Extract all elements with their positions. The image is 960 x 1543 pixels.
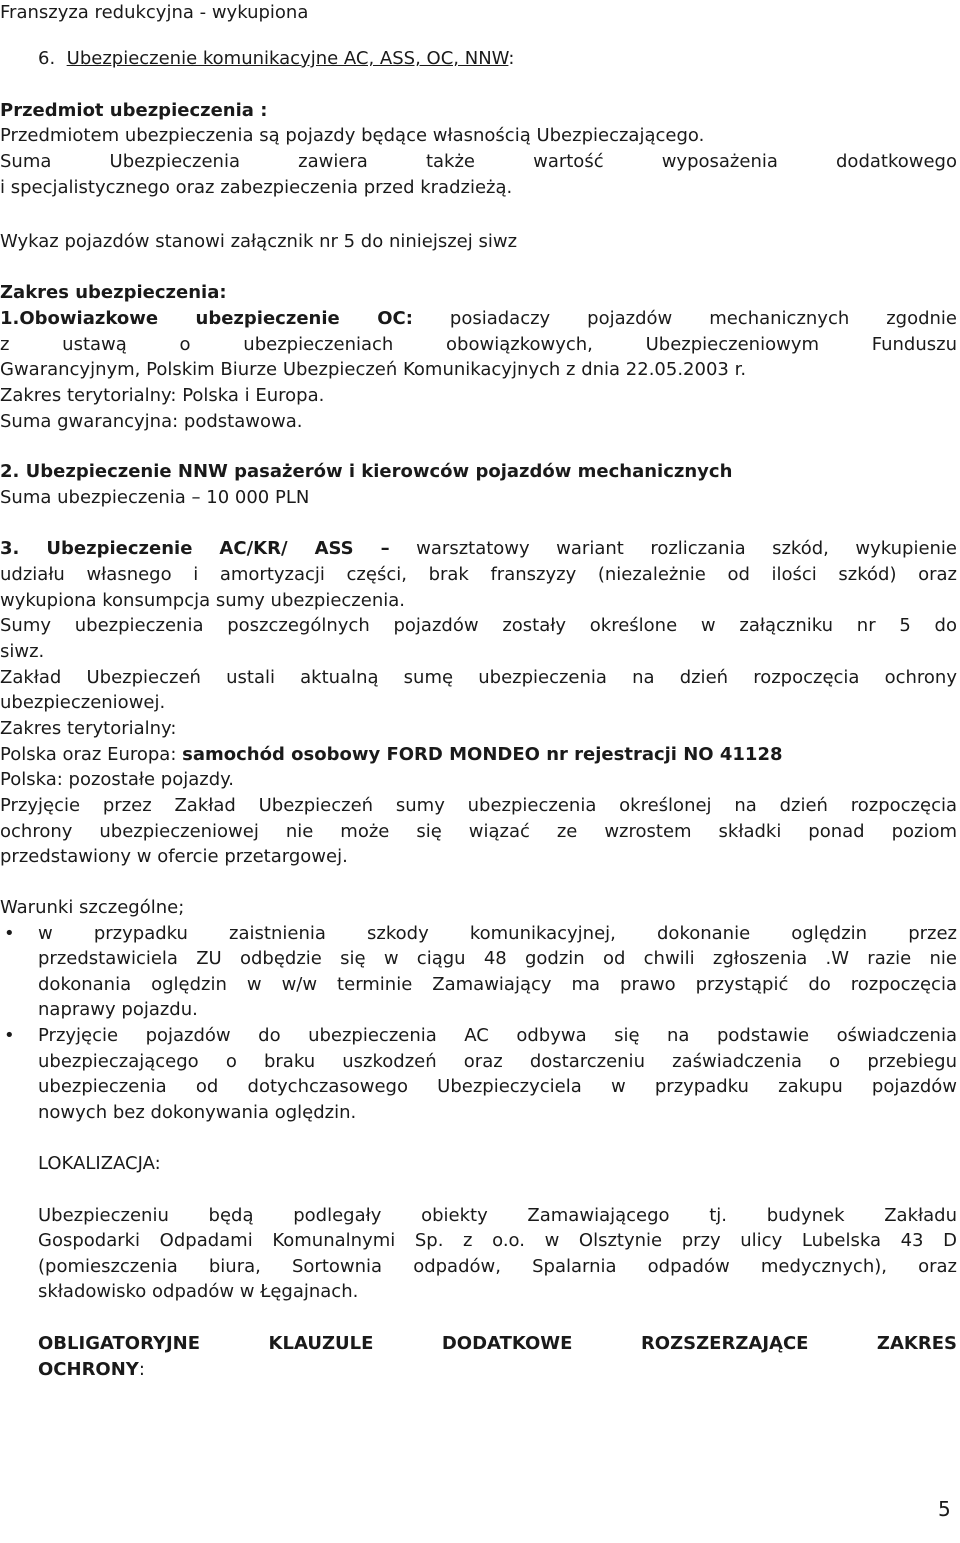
klauzule-heading: OBLIGATORYJNE KLAUZULE DODATKOWE ROZSZERZAJĄCE ZAKRES <box>38 1333 957 1354</box>
list-item-line: Przyjęcie pojazdów do ubezpieczenia AC odbywa się na podstawie oświadczenia <box>38 1025 957 1046</box>
list-item-line: naprawy pojazdu. <box>38 999 198 1020</box>
bullet-icon: • <box>4 1025 15 1046</box>
oc-line-1 <box>0 306 957 332</box>
klauzule-suffix: : <box>138 1359 145 1380</box>
section-heading <box>38 46 514 72</box>
lokalizacja-line: (pomieszczenia biura, Sortownia odpadów, Spalarnia odpadów medycznych), oraz <box>38 1256 957 1277</box>
przedmiot-line: Suma Ubezpieczenia zawiera także wartość wyposażenia dodatkowego <box>0 151 957 172</box>
wykaz-pojazdow: Wykaz pojazdów stanowi załącznik nr 5 do niniejszej siwz <box>0 231 518 252</box>
list-item-line: przedstawiciela ZU odbędzie się w ciągu 48 godzin od chwili zgłoszenia .W razie nie <box>38 948 957 969</box>
ac-sumy-line: siwz. <box>0 641 45 662</box>
ac-przyjecie-line: ochrony ubezpieczeniowej nie może się wiązać ze wzrostem składki ponad poziom <box>0 821 957 842</box>
section-heading-text: Ubezpieczenie komunikacyjne AC, ASS, OC, NNW <box>66 48 509 69</box>
list-item-line: w przypadku zaistnienia szkody komunikacyjnej, dokonanie oględzin przez <box>38 923 957 944</box>
warunki-label: Warunki szczególne; <box>0 897 185 918</box>
ac-przyjecie-line: Przyjęcie przez Zakład Ubezpieczeń sumy ubezpieczenia określonej na dzień rozpoczęcia <box>0 795 957 816</box>
list-item-line: nowych bez dokonywania oględzin. <box>38 1102 357 1123</box>
page-number: 5 <box>938 1497 951 1521</box>
section-number: 6. <box>38 48 56 69</box>
klauzule-heading-line-2 <box>38 1357 145 1383</box>
ac-teryt-europa-label: Polska oraz Europa: <box>0 744 177 765</box>
oc-suma-gwarancyjna: Suma gwarancyjna: podstawowa. <box>0 411 303 432</box>
ac-line-1 <box>0 536 957 562</box>
ac-teryt-car: samochód osobowy FORD MONDEO nr rejestracji NO 41128 <box>182 744 783 765</box>
ac-teryt-polska: Polska: pozostałe pojazdy. <box>0 769 234 790</box>
list-item-line: ubezpieczającego o braku uszkodzeń oraz dostarczeniu zaświadczenia o przebiegu <box>38 1051 957 1072</box>
oc-line-1-text: posiadaczy pojazdów mechanicznych zgodnie <box>449 308 958 329</box>
klauzule-ochrony: OCHRONY <box>38 1359 139 1380</box>
ac-line-3: wykupiona konsumpcja sumy ubezpieczenia. <box>0 590 405 611</box>
ac-teryt-label: Zakres terytorialny: <box>0 718 177 739</box>
ac-zaklad-line: ubezpieczeniowej. <box>0 692 166 713</box>
ac-line-2: udziału własnego i amortyzacji części, brak franszyzy (niezależnie od ilości szkód) oraz <box>0 564 957 585</box>
oc-line-2: z ustawą o ubezpieczeniach obowiązkowych, Ubezpieczeniowym Funduszu <box>0 334 957 355</box>
lokalizacja-line: Gospodarki Odpadami Komunalnymi Sp. z o.o. w Olsztynie przy ulicy Lubelska 43 D <box>38 1230 957 1251</box>
ac-heading: 3. Ubezpieczenie AC/KR/ ASS – <box>0 538 390 559</box>
ac-teryt-europa <box>0 742 783 768</box>
nnw-suma: Suma ubezpieczenia – 10 000 PLN <box>0 487 310 508</box>
ac-sumy-line: Sumy ubezpieczenia poszczególnych pojazdów zostały określone w załączniku nr 5 do <box>0 615 957 636</box>
zakres-label: Zakres ubezpieczenia: <box>0 282 227 303</box>
list-item-line: dokonania oględzin w w/w terminie Zamawiający ma prawo przystąpić do rozpoczęcia <box>38 974 957 995</box>
oc-line-3: Gwarancyjnym, Polskim Biurze Ubezpieczeń Komunikacyjnych z dnia 22.05.2003 r. <box>0 359 747 380</box>
list-item-line: ubezpieczenia od dotychczasowego Ubezpieczyciela w przypadku zakupu pojazdów <box>38 1076 957 1097</box>
lokalizacja-line: składowisko odpadów w Łęgajnach. <box>38 1281 359 1302</box>
oc-heading: 1.Obowiazkowe ubezpieczenie OC: <box>0 308 413 329</box>
page-header-title: Franszyza redukcyjna - wykupiona <box>0 2 309 23</box>
ac-przyjecie-line: przedstawiony w ofercie przetargowej. <box>0 846 348 867</box>
section-heading-suffix: : <box>508 48 515 69</box>
przedmiot-line: i specjalistycznego oraz zabezpieczenia przed kradzieżą. <box>0 177 513 198</box>
lokalizacja-label: LOKALIZACJA: <box>38 1153 161 1174</box>
bullet-icon: • <box>4 923 15 944</box>
ac-line-1-text: warsztatowy wariant rozliczania szkód, wykupienie <box>416 538 957 559</box>
przedmiot-label: Przedmiot ubezpieczenia : <box>0 100 268 121</box>
nnw-heading: 2. Ubezpieczenie NNW pasażerów i kierowców pojazdów mechanicznych <box>0 461 733 482</box>
ac-zaklad-line: Zakład Ubezpieczeń ustali aktualną sumę ubezpieczenia na dzień rozpoczęcia ochrony <box>0 667 957 688</box>
oc-zakres-terytorialny: Zakres terytorialny: Polska i Europa. <box>0 385 325 406</box>
przedmiot-line: Przedmiotem ubezpieczenia są pojazdy będące własnością Ubezpieczającego. <box>0 125 705 146</box>
lokalizacja-line: Ubezpieczeniu będą podlegały obiekty Zamawiającego tj. budynek Zakładu <box>38 1205 957 1226</box>
